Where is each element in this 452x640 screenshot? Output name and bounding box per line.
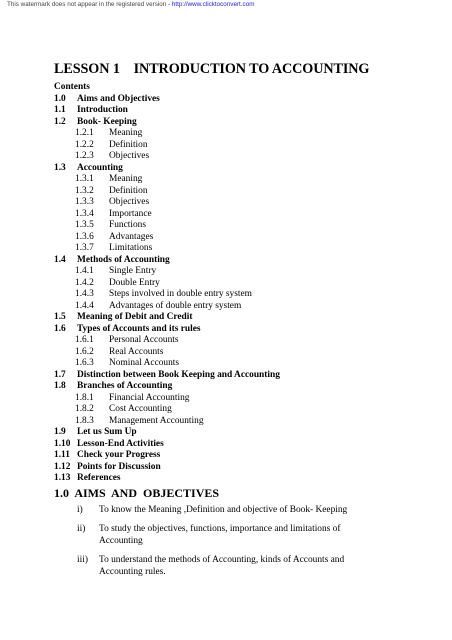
- toc-entry-number: 1.6: [54, 323, 66, 334]
- toc-entry-number: 1.10: [54, 438, 71, 449]
- objective-numeral: ii): [77, 524, 86, 534]
- toc-entry-number: 1.9: [54, 427, 66, 437]
- toc-entry-number: 1.3.3: [75, 197, 94, 207]
- toc-entry-number: 1.3: [54, 162, 66, 173]
- toc-entry-number: 1.4.4: [75, 300, 94, 311]
- toc-entry-number: 1.3.7: [75, 243, 94, 253]
- toc-entry-title: Objectives: [109, 197, 150, 207]
- toc-entry-title: Definition: [109, 185, 148, 196]
- toc-entry-number: 1.12: [54, 461, 71, 472]
- toc-entry-number: 1.4.2: [75, 277, 94, 288]
- section-title: 1.0 AIMS AND OBJECTIVES: [54, 486, 220, 500]
- toc-entry-title: Distinction between Book Keeping and Accounting: [77, 369, 280, 380]
- objective-numeral: iii): [77, 555, 88, 565]
- toc-entry-title: Definition: [109, 139, 148, 150]
- toc-entry-number: 1.3.6: [75, 231, 94, 242]
- toc-entry-title: Double Entry: [109, 277, 160, 288]
- toc-entry-title: Meaning: [109, 174, 143, 184]
- toc-entry-title: Importance: [109, 208, 152, 219]
- toc-entry-title: Limitations: [109, 243, 153, 253]
- toc-entry-title: Aims and Objectives: [77, 93, 160, 104]
- toc-entry-title: Accounting: [77, 162, 123, 173]
- toc-entry-title: Book- Keeping: [77, 116, 137, 127]
- toc-entry-title: Nominal Accounts: [109, 358, 180, 368]
- toc-entry-number: 1.7: [54, 369, 66, 380]
- toc-entry-number: 1.3.4: [75, 208, 94, 219]
- objectives-list: [77, 504, 377, 585]
- toc-entry-number: 1.2.2: [75, 139, 94, 150]
- toc-entry-number: 1.4.1: [75, 266, 94, 276]
- toc-entry-title: Cost Accounting: [109, 404, 172, 414]
- toc-entry-title: Objectives: [109, 151, 150, 161]
- toc-entry-title: Advantages: [109, 231, 154, 242]
- toc-entry-title: Real Accounts: [109, 346, 164, 357]
- toc-entry-title: Management Accounting: [109, 415, 204, 426]
- objective-text: To understand the methods of Accounting, kinds of Accounts and Accounting rules.: [99, 555, 345, 577]
- toc-entry-title: Personal Accounts: [109, 335, 179, 345]
- toc-entry-number: 1.6.3: [75, 358, 94, 368]
- toc-entry-number: 1.8.2: [75, 404, 94, 414]
- toc-entry-title: Lesson-End Activities: [77, 438, 164, 449]
- toc-entry-title: Let us Sum Up: [77, 427, 137, 437]
- toc-entry-title: Financial Accounting: [109, 392, 190, 403]
- toc-entry-title: Branches of Accounting: [77, 381, 173, 391]
- toc-entry-number: 1.3.1: [75, 174, 94, 184]
- lesson-title: LESSON 1 INTRODUCTION TO ACCOUNTING: [54, 61, 370, 77]
- objective-text: To study the objectives, functions, importance and limitations of Accounting: [99, 524, 341, 546]
- toc-entry-title: Meaning of Debit and Credit: [77, 312, 193, 322]
- toc-entry-number: 1.0: [54, 93, 66, 104]
- toc-entry-number: 1.3.2: [75, 185, 94, 196]
- toc-entry-number: 1.8.3: [75, 415, 94, 426]
- toc-entry-number: 1.1: [54, 105, 66, 115]
- watermark-link[interactable]: http://www.clicktoconvert.com: [171, 1, 255, 8]
- toc-entry-number: 1.3.5: [75, 220, 94, 230]
- watermark: [7, 1, 254, 8]
- objective-item: [77, 504, 377, 516]
- toc-entry-number: 1.2: [54, 116, 66, 127]
- toc-entry-number: 1.8: [54, 381, 66, 391]
- watermark-text: This watermark does not appear in the registered version -: [7, 1, 172, 8]
- toc-entry-title: Introduction: [77, 105, 128, 115]
- toc-entry-number: 1.6.1: [75, 335, 94, 345]
- toc-entry-number: 1.8.1: [75, 392, 94, 403]
- toc-entry-number: 1.4.3: [75, 289, 94, 299]
- toc-entry-number: 1.13: [54, 473, 71, 483]
- toc-entry-number: 1.2.1: [75, 128, 94, 138]
- toc-entry-number: 1.2.3: [75, 151, 94, 161]
- contents-heading-label: Contents: [54, 82, 90, 92]
- toc-entry-title: Meaning: [109, 128, 143, 138]
- objective-item: [77, 523, 377, 547]
- toc-entry-title: Types of Accounts and its rules: [77, 323, 201, 334]
- toc-entry-title: Points for Discussion: [77, 461, 161, 472]
- toc-entry-number: 1.11: [54, 450, 70, 460]
- objective-text: To know the Meaning ,Definition and objective of Book- Keeping: [99, 505, 348, 515]
- toc-entry-number: 1.6.2: [75, 346, 94, 357]
- toc-entry-title: Check your Progress: [77, 450, 161, 460]
- toc-entry-title: Functions: [109, 220, 146, 230]
- toc-entry-number: 1.4: [54, 254, 66, 265]
- toc-entry-title: References: [77, 473, 121, 483]
- objective-numeral: i): [77, 505, 83, 515]
- toc-entry-title: Steps involved in double entry system: [109, 289, 252, 299]
- toc-entry-title: Methods of Accounting: [77, 254, 170, 265]
- objective-item: [77, 554, 377, 578]
- toc-entry-number: 1.5: [54, 312, 66, 322]
- toc-entry-title: Single Entry: [109, 266, 157, 276]
- toc-entry-title: Advantages of double entry system: [109, 300, 242, 311]
